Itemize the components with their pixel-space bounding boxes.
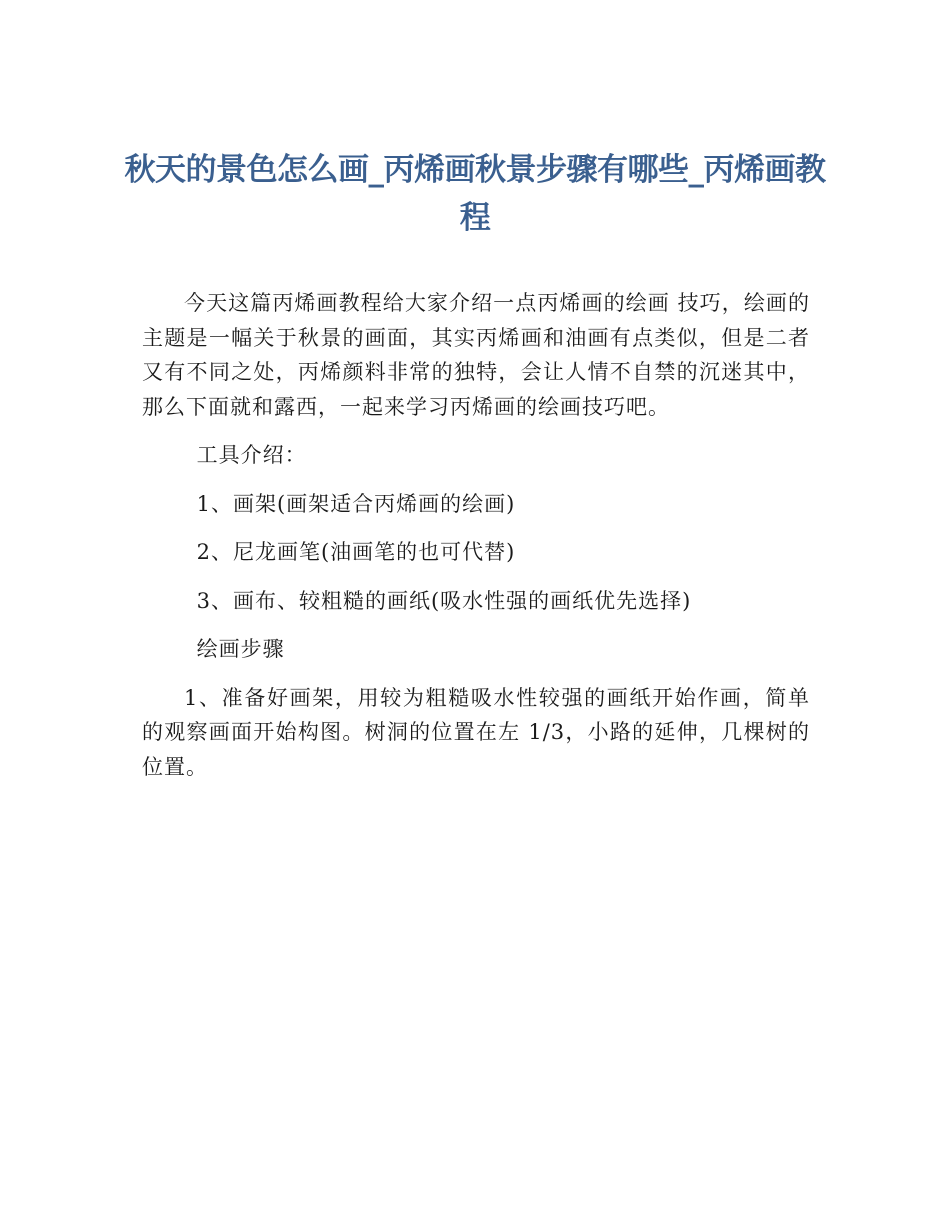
tool-item: 2、尼龙画笔(油画笔的也可代替) [196, 540, 516, 564]
tools-heading: 工具介绍： [196, 443, 307, 467]
document-title: 秋天的景色怎么画_丙烯画秋景步骤有哪些_丙烯画教程 [124, 152, 826, 236]
document-body [142, 286, 810, 784]
tool-item: 1、画架(画架适合丙烯画的绘画) [196, 491, 516, 516]
steps-heading: 绘画步骤 [196, 637, 285, 661]
step-paragraph: 1、准备好画架，用较为粗糙吸水性较强的画纸开始作画，简单的观察画面开始构图。树洞的位置在左 1/3，小路的延伸，几棵树的位置。 [142, 685, 810, 779]
tool-item: 3、画布、较粗糙的画纸(吸水性强的画纸优先选择) [196, 588, 692, 613]
intro-paragraph: 今天这篇丙烯画教程给大家介绍一点丙烯画的绘画 技巧，绘画的主题是一幅关于秋景的画面，其实丙烯画和油画有点类似，但是二者又有不同之处，丙烯颜料非常的独特，会让人情不自禁的沉迷其中，那么下面就和露西，一起来学习丙烯画的绘画技巧吧。 [142, 291, 810, 419]
